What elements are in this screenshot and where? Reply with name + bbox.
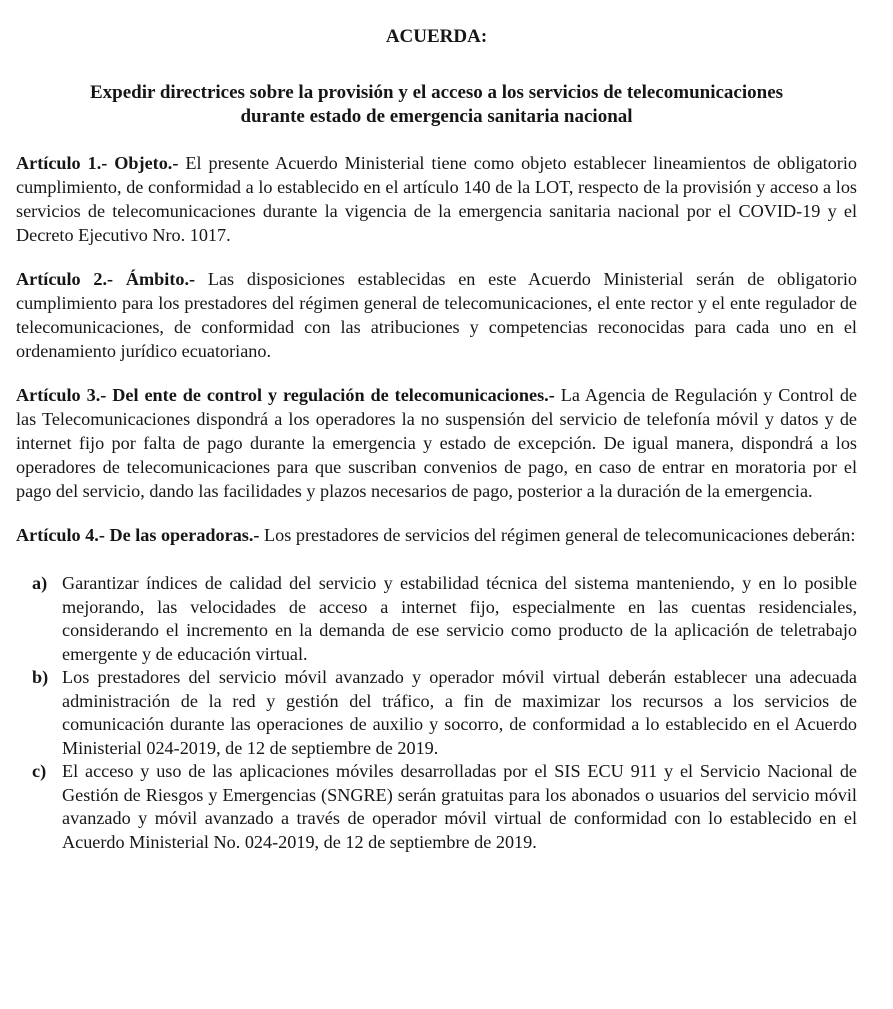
article-3-text: La Agencia de Regulación y Control de las Telecomunicaciones dispondrá a los operadores la no suspensión del servicio de telefonía móvil y datos y de internet fijo por falta de pago durante la emergencia y estado de excepción. De igual manera, dispondrá a los operadores de telecomunicaciones para que suscriban convenios de pago, en caso de entrar en moratoria por el pago del servicio, dando las facilidades y plazos necesarios de pago, posterior a la duración de la emergencia. [16, 385, 857, 501]
article-4-lead: Artículo 4.- De las operadoras.- [16, 525, 260, 545]
article-3-lead: Artículo 3.- Del ente de control y regulación de telecomunicaciones.- [16, 385, 555, 405]
article-1-text: El presente Acuerdo Ministerial tiene como objeto establecer lineamientos de obligatorio cumplimiento, de conformidad a lo establecido en el artículo 140 de la LOT, respecto de la provisión y acceso a los servicios de telecomunicaciones durante la vigencia de la emergencia sanitaria nacional por el COVID-19 y el Decreto Ejecutivo Nro. 1017. [16, 153, 857, 245]
list-item-text: El acceso y uso de las aplicaciones móviles desarrolladas por el SIS ECU 911 y el Servicio Nacional de Gestión de Riesgos y Emergencias (SNGRE) serán gratuitas para los abonados o usuarios del servicio móvil avanzado y móvil avanzado a través de operador móvil virtual de conformidad con lo establecido en el Acuerdo Ministerial No. 024-2019, de 12 de septiembre de 2019. [62, 761, 857, 852]
article-1 [16, 151, 857, 247]
list-item-c [16, 760, 857, 854]
article-4 [16, 523, 857, 547]
article-2-lead: Artículo 2.- Ámbito.- [16, 269, 196, 289]
list-item-b [16, 666, 857, 760]
subtitle-line-2: durante estado de emergencia sanitaria nacional [240, 106, 633, 127]
list-item-marker: a) [32, 573, 48, 593]
list-item-text: Garantizar índices de calidad del servicio y estabilidad técnica del sistema manteniendo, y en lo posible mejorando, las velocidades de acceso a internet fijo, especialmente en las cuentas residenciales, considerando el incremento en la demanda de ese servicio como producto de la aplicación de teletrabajo emergente y de educación virtual. [62, 573, 857, 664]
list-item-marker: b) [32, 667, 49, 687]
article-2 [16, 267, 857, 363]
list-item-a [16, 572, 857, 666]
article-3 [16, 383, 857, 503]
document-heading: ACUERDA: [385, 26, 488, 47]
article-2-text: Las disposiciones establecidas en este Acuerdo Ministerial serán de obligatorio cumplimiento para los prestadores del régimen general de telecomunicaciones, el ente rector y el ente regulador de telecomunicaciones, de conformidad con las atribuciones y competencias reconocidas para cada uno en el ordenamiento jurídico ecuatoriano. [16, 269, 857, 361]
article-4-text: Los prestadores de servicios del régimen general de telecomunicaciones deberán: [259, 525, 856, 545]
document-subtitle [16, 81, 857, 129]
article-4-list [16, 572, 857, 854]
list-item-text: Los prestadores del servicio móvil avanzado y operador móvil virtual deberán establecer una adecuada administración de la red y gestión del tráfico, a fin de maximizar los recursos a los servicios de comunicación durante las operaciones de auxilio y socorro, de conformidad a lo establecido en el Acuerdo Ministerial 024-2019, de 12 de septiembre de 2019. [62, 667, 857, 758]
article-1-lead: Artículo 1.- Objeto.- [16, 153, 179, 173]
list-item-marker: c) [32, 761, 47, 781]
subtitle-line-1: Expedir directrices sobre la provisión y el acceso a los servicios de telecomunicaciones [89, 82, 784, 103]
